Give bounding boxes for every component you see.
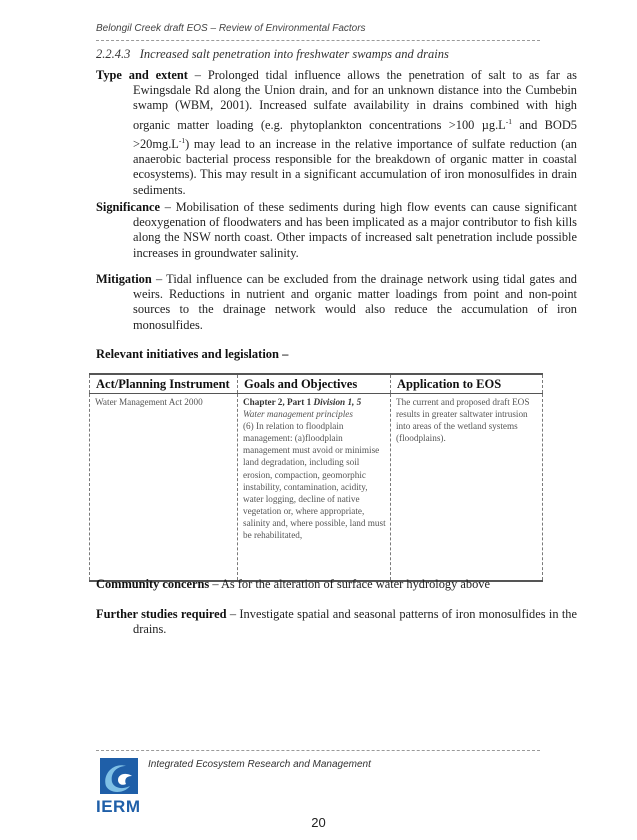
goal-chapter: Chapter 2, Part 1 — [243, 397, 314, 407]
community-concerns-label: Community concerns — [96, 577, 210, 591]
mitigation-text: – Tidal influence can be excluded from the drainage network using tidal gates and weirs. Reductions in nutrient and organic matter loadings from point and non-point sources to the drainage network would also reduce the accumulation of iron monosulfides. — [133, 272, 577, 332]
significance-text: – Mobilisation of these sediments during high flow events can cause significant deoxygenation of floodwaters and has been implicated as a major contributor to fish kills along the NSW north coast. Other impacts of increased salt penetration include possible increases in groundwater salinity. — [133, 200, 577, 260]
goal-division: Division 1, 5 — [313, 397, 362, 407]
legislation-table — [89, 373, 543, 582]
superscript-unit-2: -1 — [178, 135, 186, 145]
goal-principles: Water management principles — [243, 409, 353, 420]
goals-cell — [238, 394, 391, 582]
footer-organisation: Integrated Ecosystem Research and Management — [148, 759, 371, 770]
header-divider — [96, 40, 540, 41]
type-and-extent-paragraph — [96, 68, 577, 198]
community-concerns-paragraph — [96, 577, 540, 592]
mitigation-paragraph — [96, 272, 577, 333]
significance-label: Significance — [96, 200, 161, 214]
footer-divider — [96, 750, 540, 751]
table-header-row — [90, 374, 543, 394]
type-and-extent-text-2: and BOD5 >20mg.L — [133, 117, 577, 152]
superscript-unit-1: -1 — [505, 116, 512, 126]
application-cell: The current and proposed draft EOS results in greater saltwater intrusion into areas of the wetland systems (floodplains). — [391, 394, 543, 582]
section-title: Increased salt penetration into freshwater swamps and drains — [139, 47, 449, 61]
section-number: 2.2.4.3 — [96, 47, 131, 61]
header-act-planning-instrument: Act/Planning Instrument — [90, 374, 238, 394]
community-concerns-text: – As for the alteration of surface water hydrology above — [209, 577, 490, 591]
section-heading — [96, 47, 449, 62]
type-and-extent-label: Type and extent — [96, 68, 188, 82]
page-number: 20 — [311, 815, 326, 830]
logo-text: IERM — [96, 797, 141, 816]
significance-paragraph — [96, 200, 577, 261]
mitigation-label: Mitigation — [96, 272, 152, 286]
further-studies-text: – Investigate spatial and seasonal patterns of iron monosulfides in the drains. — [133, 607, 578, 637]
type-and-extent-text-3: ) may lead to an increase in the relative importance of sulfate reduction (an anaerobic bacterial process responsible for the breakdown of organic matter in coastal ecosystems). This may result in a significant accumulation of iron monosulfides in drain sediments. — [133, 137, 577, 197]
instrument-cell: Water Management Act 2000 — [90, 394, 238, 582]
goal-text: (6) In relation to floodplain management: (a)floodplain management must avoid or minimise land degradation, including soil erosion, compaction, geomorphic instability, contamination, acidity, water logging, decline of native vegetation or, where appropriate, salinity and, where possible, land must be rehabilitated, — [243, 421, 386, 541]
header-goals-and-objectives: Goals and Objectives — [238, 374, 391, 394]
relevant-initiatives-heading: Relevant initiatives and legislation – — [96, 347, 289, 361]
table-row — [90, 394, 543, 582]
header-application-to-eos: Application to EOS — [391, 374, 543, 394]
further-studies-label: Further studies required — [96, 607, 227, 621]
further-studies-paragraph — [96, 607, 577, 637]
type-and-extent-text-1: – Prolonged tidal influence allows the penetration of salt to as far as Ewingsdale Rd along the Union drain, and for an unknown distance into the Cumbebin swamp (WBM, 2001). Increased sulfate availability in drains combined with high organic matter loading (e.g. phytoplankton concentrations >100 µg.L — [133, 68, 577, 132]
running-header: Belongil Creek draft EOS – Review of Environmental Factors — [96, 23, 366, 34]
